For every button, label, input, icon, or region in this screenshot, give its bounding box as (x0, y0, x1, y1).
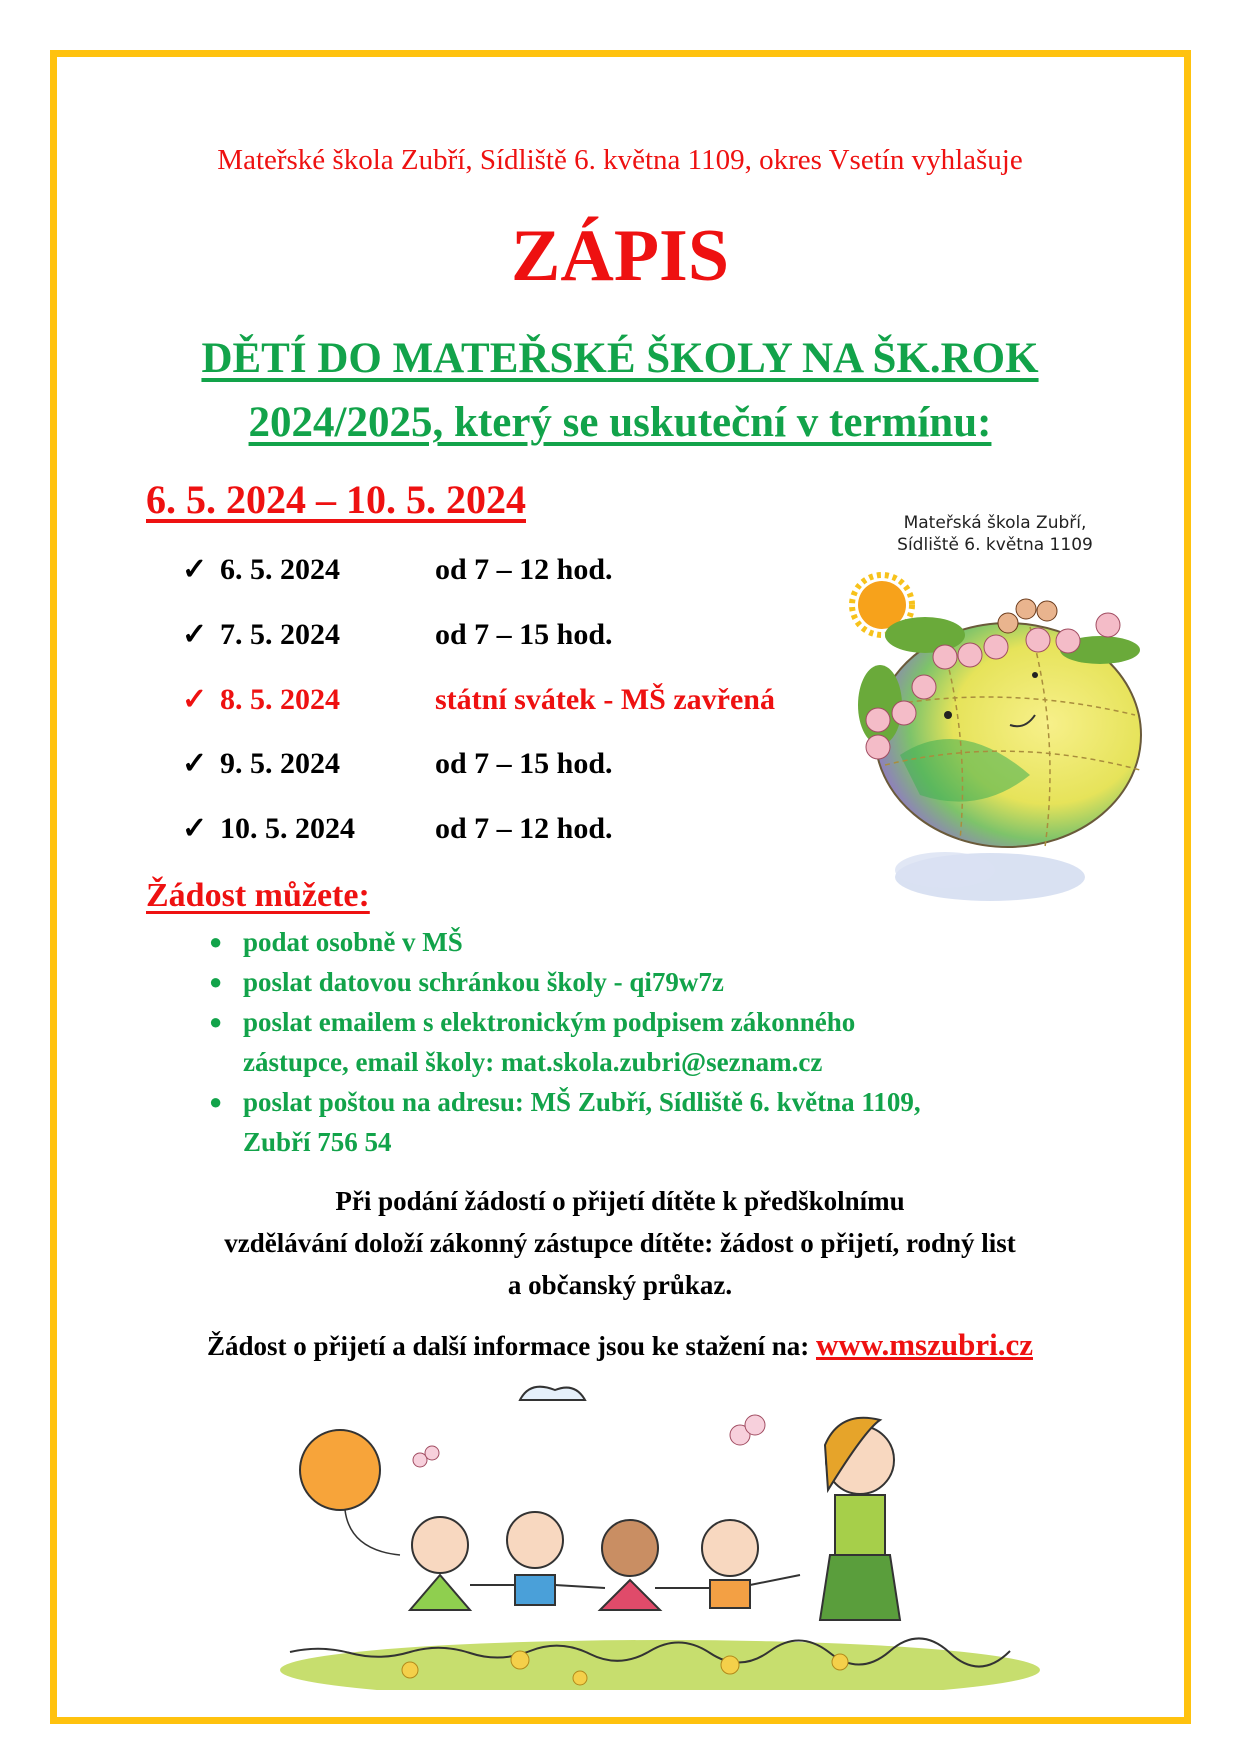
child-head (602, 1520, 658, 1576)
documents-info (0, 1180, 1240, 1306)
schedule-hours: od 7 – 15 hod. (435, 618, 613, 651)
schedule-date: 10. 5. 2024 (220, 812, 355, 845)
logo-caption-line-1: Mateřská škola Zubří, (903, 513, 1087, 533)
check-icon: ✓ (182, 553, 208, 586)
cloud-icon (520, 1387, 585, 1400)
children-illustration (280, 1370, 1100, 1690)
schedule-date: 6. 5. 2024 (220, 553, 340, 586)
grass (280, 1640, 1040, 1690)
info-line: Při podání žádostí o přijetí dítěte k předškolnímu (335, 1186, 905, 1216)
child-head (412, 1517, 468, 1573)
application-heading: Žádost můžete: (146, 877, 370, 914)
check-icon: ✓ (182, 747, 208, 780)
check-icon: ✓ (182, 618, 208, 651)
info-line: vzdělávání doloží zákonný zástupce dítěte: žádost o přijetí, rodný list (224, 1228, 1016, 1258)
application-option: ● poslat poštou na adresu: MŠ Zubří, Sídliště 6. května 1109, Zubří 756 54 (205, 1082, 983, 1162)
subtitle-line-2: 2024/2025, který se uskuteční v termínu: (248, 399, 992, 446)
globe-eye (944, 711, 952, 719)
globe-illustration (830, 565, 1150, 905)
globe-eye (1032, 672, 1038, 678)
intro-text: Mateřské škola Zubří, Sídliště 6. května 1109, okres Vsetín vyhlašuje (217, 144, 1023, 176)
website-link[interactable]: www.mszubri.cz (816, 1327, 1033, 1362)
child-head (702, 1520, 758, 1576)
child-head (507, 1512, 563, 1568)
download-info (0, 1327, 1240, 1363)
application-options (205, 922, 1105, 1162)
teacher-skirt (820, 1555, 900, 1620)
teacher-top (835, 1495, 885, 1555)
download-text: Žádost o přijetí a další informace jsou ke stažení na: (207, 1331, 816, 1361)
subtitle-line-1: DĚTÍ DO MATEŘSKÉ ŠKOLY NA ŠK.ROK (201, 335, 1039, 382)
schedule-hours: státní svátek - MŠ zavřená (435, 683, 775, 716)
check-icon: ✓ (182, 683, 208, 716)
page-title: ZÁPIS (511, 215, 729, 297)
schedule-hours: od 7 – 15 hod. (435, 747, 613, 780)
logo-caption-line-2: Sídliště 6. května 1109 (897, 535, 1093, 555)
check-icon: ✓ (182, 812, 208, 845)
info-line: a občanský průkaz. (507, 1270, 733, 1300)
date-range: 6. 5. 2024 – 10. 5. 2024 (146, 477, 526, 522)
balloon-icon (300, 1430, 380, 1510)
schedule-date: 9. 5. 2024 (220, 747, 340, 780)
bullet-icon: ● (209, 929, 223, 954)
bullet-icon: ● (209, 1089, 223, 1114)
bullet-icon: ● (209, 1009, 223, 1034)
schedule-date: 8. 5. 2024 (220, 683, 340, 716)
application-option: ● poslat datovou schránkou školy - qi79w7z (205, 962, 1105, 1002)
schedule-row-holiday (182, 682, 775, 717)
schedule-row (182, 746, 613, 781)
application-option: ● poslat emailem s elektronickým podpisem zákonného zástupce, email školy: mat.skola.zubri@seznam.cz (205, 1002, 903, 1082)
bullet-icon: ● (209, 969, 223, 994)
schedule-hours: od 7 – 12 hod. (435, 553, 613, 586)
schedule-date: 7. 5. 2024 (220, 618, 340, 651)
schedule-hours: od 7 – 12 hod. (435, 812, 613, 845)
schedule-row (182, 552, 613, 587)
schedule-row (182, 617, 613, 652)
school-logo-caption (855, 512, 1135, 556)
cloud-shape (895, 852, 995, 888)
application-option: ● podat osobně v MŠ (205, 922, 1105, 962)
schedule-row (182, 811, 613, 846)
